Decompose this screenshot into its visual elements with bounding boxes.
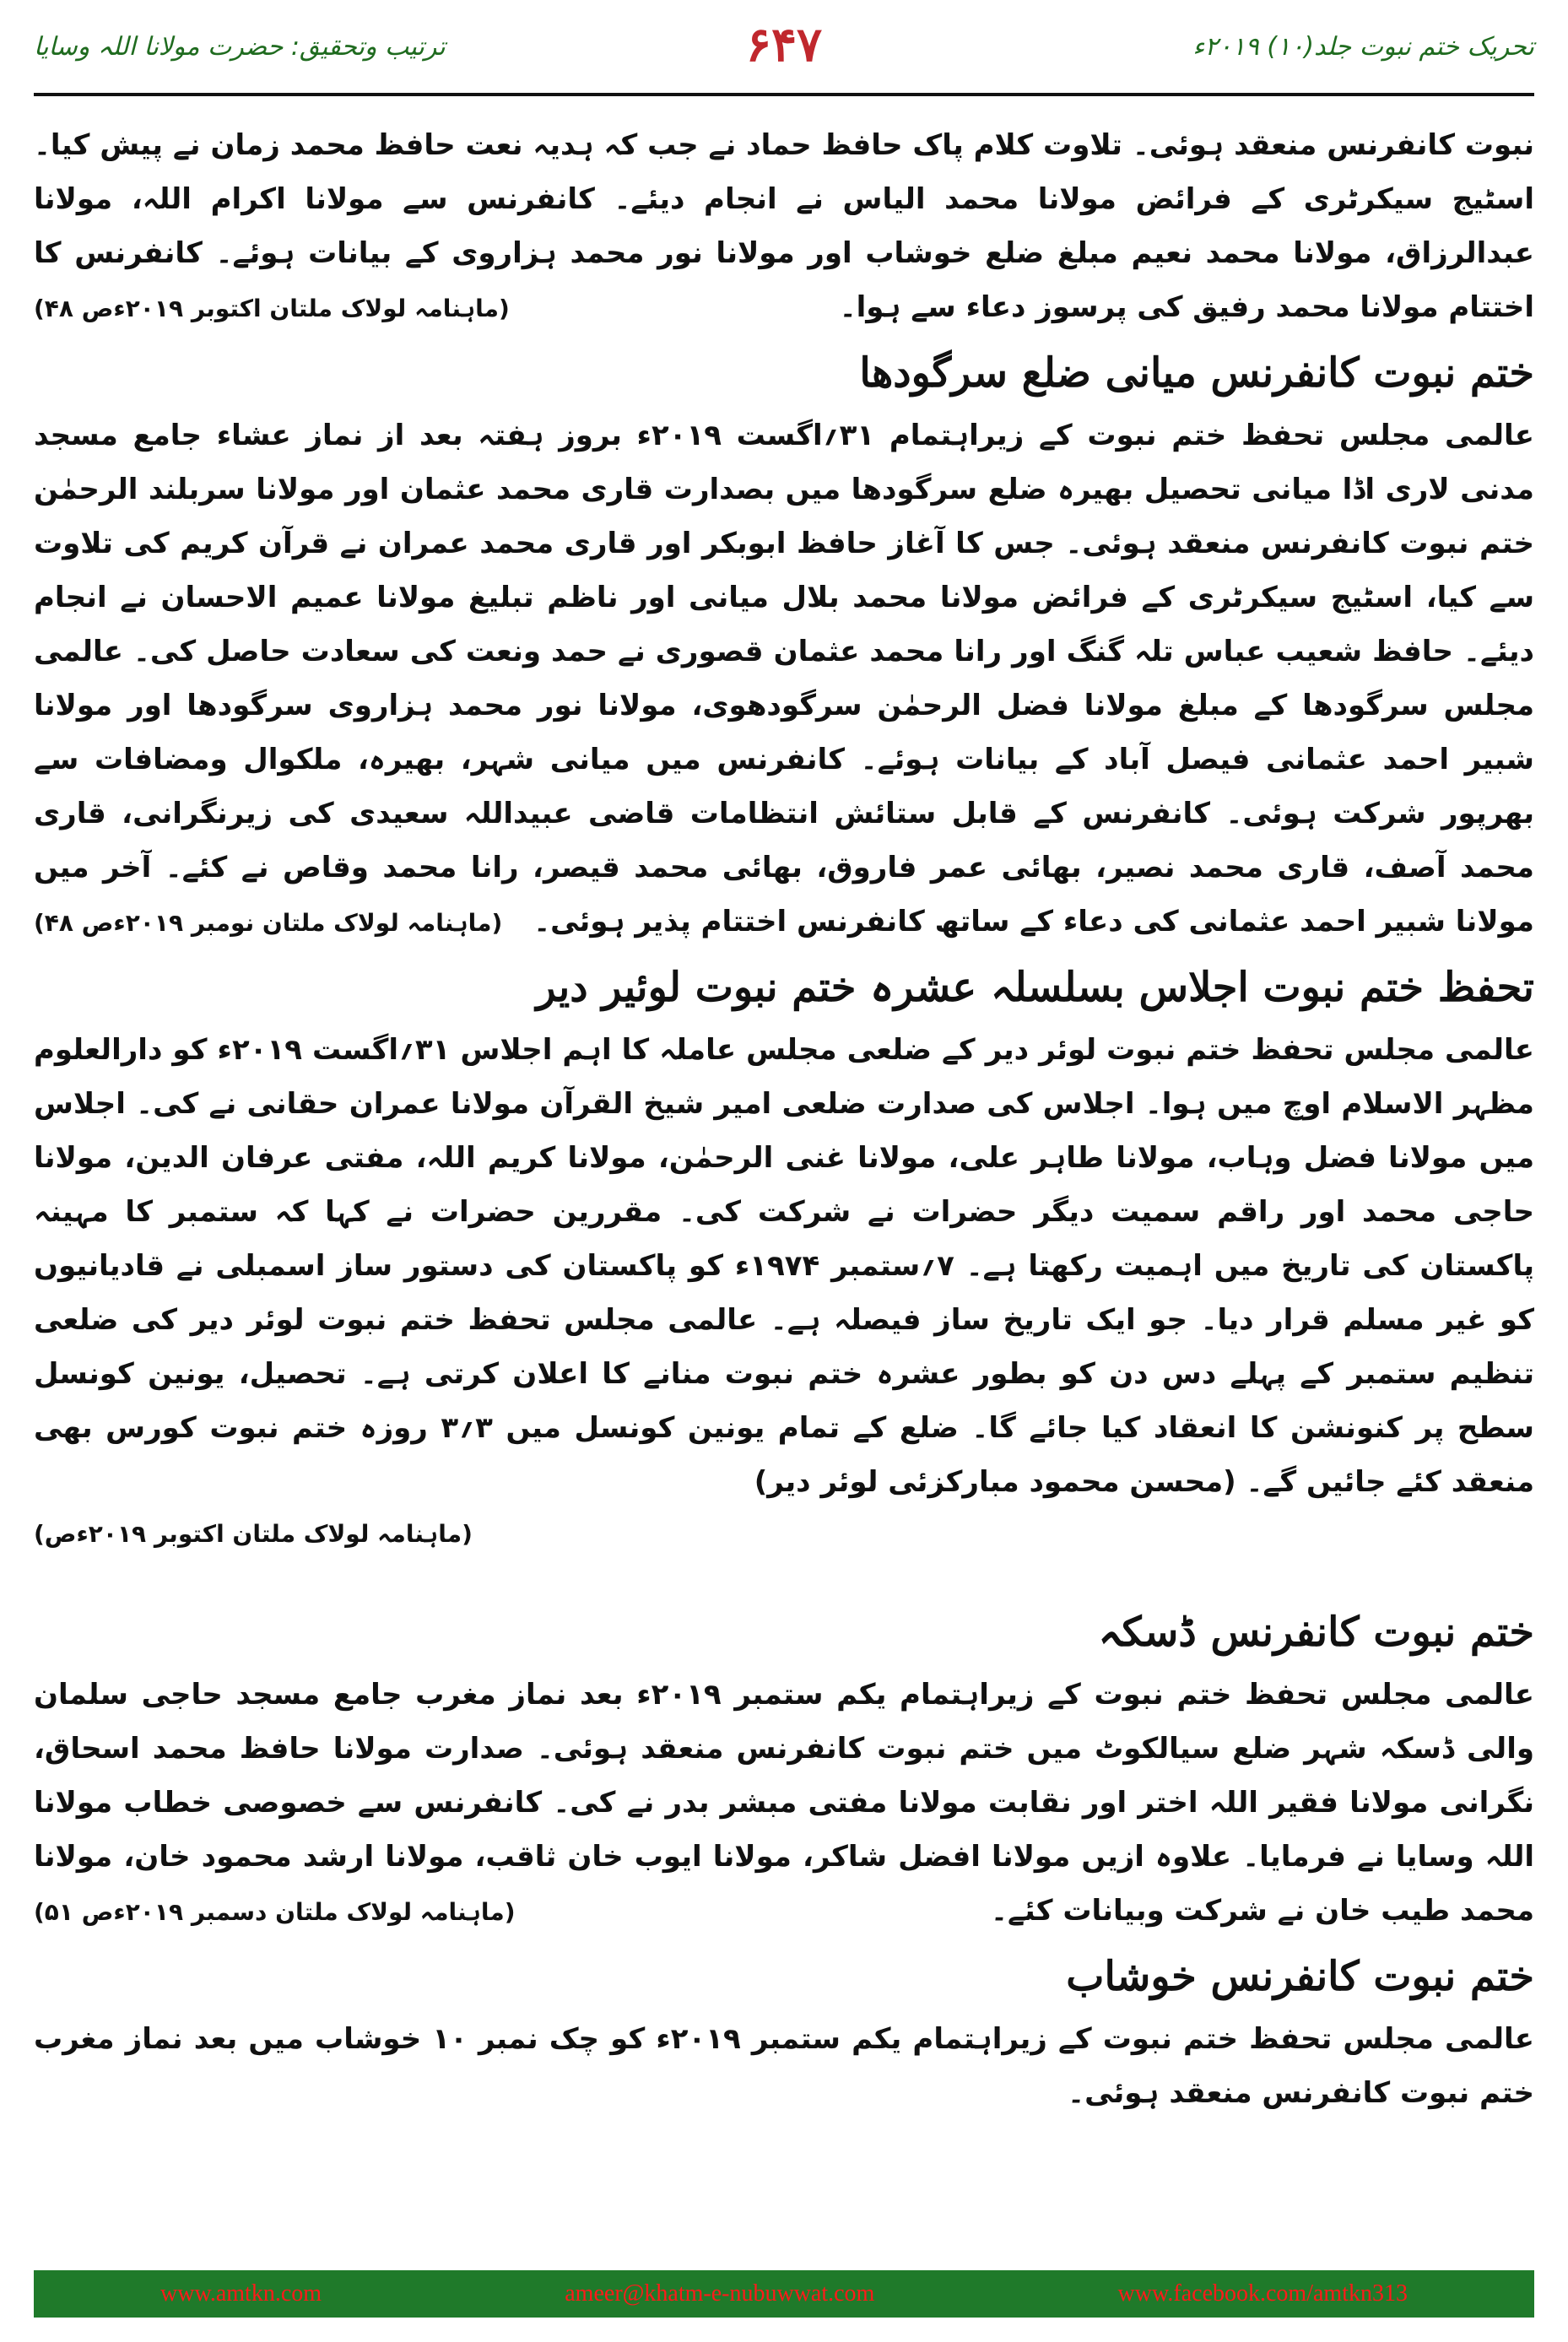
source-reference: (ماہنامہ لولاک ملتان دسمبر ۲۰۱۹ءص ۵۱) <box>34 1898 516 1926</box>
page-header <box>0 0 1568 101</box>
footer-email-link[interactable]: ameer@khatm-e-nubuwwat.com <box>565 2280 875 2307</box>
footer-website-link[interactable]: www.amtkn.com <box>160 2280 322 2307</box>
section-title-lower-dir: تحفظ ختم نبوت اجلاس بسلسلہ عشرہ ختم نبوت لوئیر دیر <box>536 964 1534 1011</box>
source-reference: (ماہنامہ لولاک ملتان نومبر ۲۰۱۹ءص ۴۸) <box>34 909 503 937</box>
paragraph-lower-dir: عالمی مجلس تحفظ ختم نبوت لوئر دیر کے ضلعی مجلس عاملہ کا اہم اجلاس ۳۱؍اگست ۲۰۱۹ء کو دارالعلوم مظہر الاسلام اوچ میں ہوا۔ اجلاس کی صدارت ضلعی امیر شیخ القرآن مولانا عمران حقانی نے کی۔ اجلاس میں مولانا فضل وہاب، مولانا طاہر علی، مولانا غنی الرحمٰن، مولانا کریم اللہ، مفتی عرفان الدین، مولانا حاجی محمد اور راقم سمیت دیگر حضرات نے شرکت کی۔ مقررین حضرات نے کہا کہ ستمبر کا مہینہ پاکستان کی تاریخ میں اہمیت رکھتا ہے۔ ۷؍ستمبر ۱۹۷۴ء کو پاکستان کی دستور ساز اسمبلی نے قادیانیوں کو غیر مسلم قرار دیا۔ جو ایک تاریخ ساز فیصلہ ہے۔ عالمی مجلس تحفظ ختم نبوت لوئر دیر کی ضلعی تنظیم ستمبر کے پہلے دس دن کو بطور عشرہ ختم نبوت منانے کا اعلان کرتی ہے۔ تحصیل، یونین کونسل سطح پر کنونشن کا انعقاد کیا جائے گا۔ ضلع کے تمام یونین کونسل میں ۳؍۳ روزہ ختم نبوت کورس بھی منعقد کئے جائیں گے۔ (محسن محمود مبارکزئی لوئر دیر) <box>34 1033 1534 1499</box>
section-title-khushab: ختم نبوت کانفرنس خوشاب <box>1066 1953 1534 2000</box>
section-title-miani: ختم نبوت کانفرنس میانی ضلع سرگودھا <box>859 349 1534 397</box>
paragraph-miani: عالمی مجلس تحفظ ختم نبوت کے زیراہتمام ۳۱؍اگست ۲۰۱۹ء بروز ہفتہ بعد از نماز عشاء جامع مسجد مدنی لاری اڈا میانی تحصیل بھیرہ ضلع سرگودھا میں بصدارت قاری محمد عثمان اور مولانا سربلند الرحمٰن ختم نبوت کانفرنس منعقد ہوئی۔ جس کا آغاز حافظ ابوبکر اور قاری محمد عمران نے قرآن کریم کی تلاوت سے کیا، اسٹیج سیکرٹری کے فرائض مولانا محمد بلال میانی اور ناظم تبلیغ مولانا عمیم الاحسان نے انجام دیئے۔ حافظ شعیب عباس تلہ گنگ اور رانا محمد عثمان قصوری نے حمد ونعت کی سعادت حاصل کی۔ عالمی مجلس سرگودھا کے مبلغ مولانا فضل الرحمٰن سرگودھوی، مولانا نور محمد ہزاروی سرگودھا اور مولانا شبیر احمد عثمانی فیصل آباد کے بیانات ہوئے۔ کانفرنس میں میانی شہر، بھیرہ، ملکوال ومضافات سے بھرپور شرکت ہوئی۔ کانفرنس کے قابل ستائش انتظامات قاضی عبیداللہ سعیدی کی زیرنگرانی، قاری محمد آصف، قاری محمد نصیر، بھائی عمر فاروق، بھائی محمد قیصر، رانا محمد وقاص نے کئے۔ آخر میں مولانا شبیر احمد عثمانی کی دعاء کے ساتھ کانفرنس اختتام پذیر ہوئی۔ <box>34 419 1534 938</box>
header-divider <box>34 93 1534 96</box>
header-book-title: تحریک ختم نبوت جلد(۱۰) ۲۰۱۹ء <box>1192 32 1534 62</box>
page-content <box>34 118 1534 2262</box>
paragraph-intro: نبوت کانفرنس منعقد ہوئی۔ تلاوت کلام پاک حافظ حماد نے جب کہ ہدیہ نعت حافظ محمد زمان نے پیش کیا۔ اسٹیج سیکرٹری کے فرائض مولانا محمد الیاس نے انجام دیئے۔ کانفرنس سے مولانا اکرام اللہ، مولانا عبدالرزاق، مولانا محمد نعیم مبلغ ضلع خوشاب اور مولانا نور محمد ہزاروی کے بیانات ہوئے۔ کانفرنس کا اختتام مولانا محمد رفیق کی پرسوز دعاء سے ہوا۔ <box>34 128 1534 324</box>
source-reference: (ماہنامہ لولاک ملتان اکتوبر ۲۰۱۹ءص) <box>34 1520 473 1548</box>
paragraph-daska: عالمی مجلس تحفظ ختم نبوت کے زیراہتمام یکم ستمبر ۲۰۱۹ء بعد نماز مغرب جامع مسجد حاجی سلمان والی ڈسکہ شہر ضلع سیالکوٹ میں ختم نبوت کانفرنس منعقد ہوئی۔ صدارت مولانا حافظ محمد اسحاق، نگرانی مولانا فقیر اللہ اختر اور نقابت مولانا مفتی مبشر بدر نے کی۔ کانفرنس سے خصوصی خطاب مولانا اللہ وسایا نے فرمایا۔ علاوہ ازیں مولانا افضل شاکر، مولانا ایوب خان ثاقب، مولانا ارشد محمود خان، مولانا محمد طیب خان نے شرکت وبیانات کئے۔ <box>34 1678 1534 1928</box>
page-footer <box>34 2270 1534 2318</box>
header-compiler: ترتیب وتحقیق: حضرت مولانا اللہ وسایا <box>34 32 446 62</box>
section-title-daska: ختم نبوت کانفرنس ڈسکہ <box>1098 1609 1534 1656</box>
footer-facebook-link[interactable]: www.facebook.com/amtkn313 <box>1117 2280 1408 2307</box>
source-reference: (ماہنامہ لولاک ملتان اکتوبر ۲۰۱۹ءص ۴۸) <box>34 295 510 322</box>
spacer <box>34 1560 1534 1593</box>
paragraph-khushab: عالمی مجلس تحفظ ختم نبوت کے زیراہتمام یکم ستمبر ۲۰۱۹ء کو چک نمبر ۱۰ خوشاب میں بعد نماز مغرب ختم نبوت کانفرنس منعقد ہوئی۔ <box>34 2022 1534 2110</box>
page-number: ۶۴۷ <box>745 17 823 73</box>
